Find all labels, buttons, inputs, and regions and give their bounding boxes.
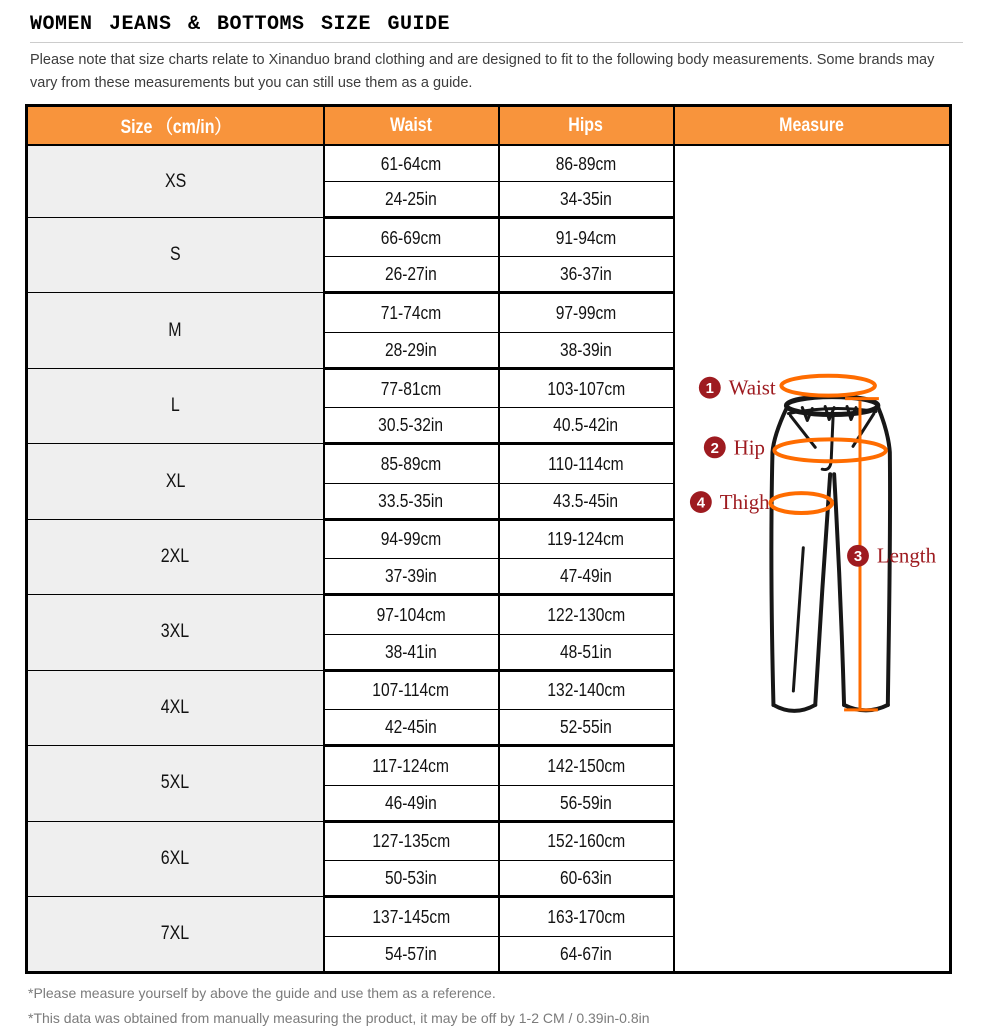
header-size-label: Size （cm/in） bbox=[120, 117, 231, 139]
size-cell-label: L bbox=[170, 395, 180, 417]
waist-in-cell bbox=[324, 559, 499, 595]
hips-cm-cell-label: 142-150cm bbox=[547, 754, 625, 776]
pants-measure-illustration bbox=[675, 146, 950, 970]
waist-in-cell-label: 42-45in bbox=[385, 716, 437, 738]
waist-in-cell-label: 26-27in bbox=[385, 263, 437, 285]
size-cell-label: XL bbox=[165, 470, 186, 492]
size-cell-label: S bbox=[169, 244, 181, 266]
size-cell-label: M bbox=[168, 319, 182, 341]
waist-in-cell bbox=[324, 257, 499, 293]
label-2-number: 2 bbox=[710, 441, 719, 458]
size-row-cm bbox=[27, 145, 951, 181]
waist-in-cell bbox=[324, 785, 499, 821]
waist-cm-cell bbox=[324, 897, 499, 937]
hips-cm-cell-label: 103-107cm bbox=[547, 377, 625, 399]
inseam-right bbox=[834, 475, 844, 706]
label-3-number: 3 bbox=[853, 549, 862, 566]
title-divider bbox=[30, 42, 963, 43]
waist-cm-cell bbox=[324, 444, 499, 483]
hips-in-cell-label: 38-39in bbox=[560, 338, 612, 360]
waist-in-cell-label: 30.5-32in bbox=[378, 414, 444, 436]
size-cell bbox=[27, 293, 324, 368]
hips-in-cell bbox=[499, 559, 674, 595]
waist-cm-cell bbox=[324, 293, 499, 332]
hips-in-cell bbox=[499, 936, 674, 972]
hips-in-cell bbox=[499, 785, 674, 821]
hips-in-cell-label: 40.5-42in bbox=[553, 414, 619, 436]
hips-cm-cell-label: 132-140cm bbox=[547, 679, 625, 701]
waist-in-cell-label: 37-39in bbox=[385, 565, 437, 587]
waist-cm-cell bbox=[324, 821, 499, 860]
measure-labels bbox=[689, 376, 936, 568]
hips-cm-cell bbox=[499, 293, 674, 332]
header-hips bbox=[499, 105, 674, 145]
hips-cm-cell-label: 97-99cm bbox=[555, 302, 617, 324]
header-size bbox=[27, 105, 324, 145]
waist-cm-cell bbox=[324, 217, 499, 256]
hips-cm-cell-label: 119-124cm bbox=[547, 528, 625, 550]
waist-in-cell bbox=[324, 483, 499, 519]
waist-in-cell-label: 50-53in bbox=[385, 867, 437, 889]
hips-in-cell bbox=[499, 332, 674, 368]
label-1-number: 1 bbox=[705, 381, 714, 398]
hips-cm-cell bbox=[499, 368, 674, 407]
hips-cm-cell-label: 110-114cm bbox=[548, 453, 624, 474]
label-thigh-text: Thigh bbox=[719, 490, 770, 515]
label-4-number: 4 bbox=[696, 495, 705, 512]
waist-in-cell bbox=[324, 181, 499, 217]
hips-in-cell bbox=[499, 408, 674, 444]
size-cell bbox=[27, 821, 324, 896]
size-cell-label: 2XL bbox=[161, 545, 190, 567]
hips-in-cell-label: 56-59in bbox=[560, 791, 612, 813]
size-cell bbox=[27, 897, 324, 973]
hips-cm-cell bbox=[499, 897, 674, 937]
hips-in-cell bbox=[499, 634, 674, 670]
waist-in-cell bbox=[324, 408, 499, 444]
measure-diagram bbox=[675, 146, 950, 970]
hips-cm-cell bbox=[499, 444, 674, 483]
hips-in-cell bbox=[499, 257, 674, 293]
waist-in-cell bbox=[324, 634, 499, 670]
hips-cm-cell-label: 122-130cm bbox=[547, 603, 625, 625]
waist-in-cell-label: 33.5-35in bbox=[378, 489, 444, 511]
hips-cm-cell bbox=[499, 746, 674, 785]
hips-in-cell-label: 43.5-45in bbox=[553, 489, 619, 511]
waist-in-cell bbox=[324, 936, 499, 972]
waist-in-cell-label: 54-57in bbox=[385, 942, 437, 964]
size-cell bbox=[27, 444, 324, 519]
header-waist bbox=[324, 105, 499, 145]
waist-cm-cell-label: 94-99cm bbox=[380, 528, 442, 550]
size-cell bbox=[27, 145, 324, 217]
waist-in-cell bbox=[324, 332, 499, 368]
size-cell-label: 6XL bbox=[161, 847, 190, 869]
thigh-measure-ellipse bbox=[770, 493, 832, 513]
measurement-marks bbox=[770, 376, 885, 710]
label-waist-text: Waist bbox=[728, 375, 776, 400]
waist-measure-ellipse bbox=[781, 376, 874, 396]
waist-cm-cell-label: 77-81cm bbox=[380, 377, 442, 399]
hips-in-cell bbox=[499, 861, 674, 897]
waist-cm-cell bbox=[324, 746, 499, 785]
waist-in-cell bbox=[324, 861, 499, 897]
waist-in-cell-label: 28-29in bbox=[385, 338, 437, 360]
size-cell bbox=[27, 368, 324, 443]
size-table-body bbox=[27, 145, 951, 972]
hips-cm-cell bbox=[499, 145, 674, 181]
size-guide-table bbox=[25, 104, 952, 974]
waist-cm-cell bbox=[324, 670, 499, 709]
size-cell-label: 5XL bbox=[161, 772, 190, 794]
hem-left bbox=[773, 705, 815, 711]
hips-cm-cell-label: 86-89cm bbox=[555, 152, 617, 174]
crease-line bbox=[793, 548, 803, 691]
waist-cm-cell bbox=[324, 145, 499, 181]
hips-cm-cell bbox=[499, 217, 674, 256]
size-cell-label: 4XL bbox=[161, 696, 190, 718]
waist-cm-cell-label: 117-124cm bbox=[372, 754, 450, 776]
waist-cm-cell-label: 97-104cm bbox=[376, 603, 446, 625]
footnote-tolerance: *This data was obtained from manually measuring the product, it may be off by 1-2 CM / 0.39in-0.8in bbox=[28, 1009, 650, 1026]
waist-in-cell bbox=[324, 710, 499, 746]
size-cell bbox=[27, 217, 324, 292]
waist-in-cell-label: 38-41in bbox=[385, 640, 437, 662]
size-cell bbox=[27, 670, 324, 745]
waist-cm-cell-label: 137-145cm bbox=[372, 905, 450, 927]
size-cell bbox=[27, 595, 324, 670]
header-measure-label: Measure bbox=[779, 114, 845, 136]
hips-in-cell-label: 64-67in bbox=[560, 942, 612, 964]
header-hips-label: Hips bbox=[568, 114, 604, 136]
waist-in-cell-label: 46-49in bbox=[385, 791, 437, 813]
size-cell bbox=[27, 519, 324, 594]
waist-cm-cell-label: 107-114cm bbox=[372, 679, 450, 701]
waist-cm-cell-label: 85-89cm bbox=[380, 453, 442, 474]
waist-cm-cell bbox=[324, 595, 499, 634]
hips-in-cell bbox=[499, 710, 674, 746]
hips-in-cell-label: 52-55in bbox=[560, 716, 612, 738]
label-length-text: Length bbox=[876, 544, 936, 569]
hips-in-cell bbox=[499, 483, 674, 519]
waist-cm-cell-label: 66-69cm bbox=[380, 226, 442, 248]
size-cell bbox=[27, 746, 324, 821]
header-waist-label: Waist bbox=[390, 114, 432, 136]
size-cell-label: 3XL bbox=[161, 621, 190, 643]
footnotes bbox=[28, 981, 959, 1031]
footnote-reference: *Please measure yourself by above the guide and use them as a reference. bbox=[28, 984, 496, 1001]
hips-in-cell-label: 60-63in bbox=[560, 867, 612, 889]
measure-cell bbox=[674, 145, 951, 972]
hips-cm-cell bbox=[499, 670, 674, 709]
hips-in-cell-label: 48-51in bbox=[560, 640, 612, 662]
waist-cm-cell bbox=[324, 519, 499, 558]
table-header-row bbox=[27, 105, 951, 145]
size-cell-label: XS bbox=[164, 170, 186, 192]
hips-in-cell bbox=[499, 181, 674, 217]
hips-in-cell-label: 36-37in bbox=[560, 263, 612, 285]
header-measure bbox=[674, 105, 951, 145]
waist-cm-cell-label: 127-135cm bbox=[372, 830, 450, 852]
hips-cm-cell bbox=[499, 595, 674, 634]
page-title: WOMEN JEANS & BOTTOMS SIZE GUIDE bbox=[30, 13, 451, 36]
size-cell-label: 7XL bbox=[161, 922, 190, 944]
hips-cm-cell bbox=[499, 821, 674, 860]
hips-cm-cell-label: 91-94cm bbox=[555, 226, 617, 248]
label-hip-text: Hip bbox=[733, 435, 765, 460]
waist-cm-cell-label: 71-74cm bbox=[380, 302, 442, 324]
hips-cm-cell-label: 152-160cm bbox=[547, 830, 625, 852]
waist-in-cell-label: 24-25in bbox=[385, 187, 437, 209]
hips-cm-cell bbox=[499, 519, 674, 558]
guide-description: Please note that size charts relate to Xinanduo brand clothing and are designed to fit to the following body measurements. Some brands may vary from these measurements but you can still use them as a guide. bbox=[30, 52, 935, 91]
hips-in-cell-label: 47-49in bbox=[560, 565, 612, 587]
waist-cm-cell-label: 61-64cm bbox=[380, 152, 442, 174]
hips-cm-cell-label: 163-170cm bbox=[547, 905, 625, 927]
waist-cm-cell bbox=[324, 368, 499, 407]
hips-in-cell-label: 34-35in bbox=[560, 187, 612, 209]
